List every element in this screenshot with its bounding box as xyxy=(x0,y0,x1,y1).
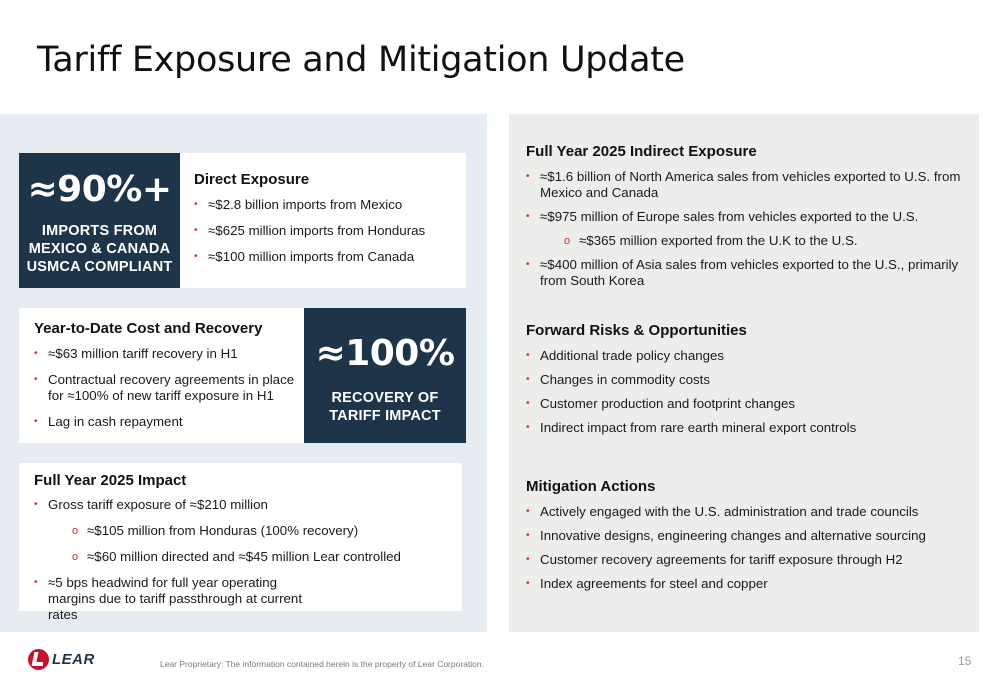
indirect-subitem: o ≈$365 million exported from the U.K to the U.S. xyxy=(526,233,976,249)
ytd-item: • ≈$63 million tariff recovery in H1 xyxy=(34,346,304,362)
recovery-stat-caption-line1: RECOVERY OF xyxy=(331,390,439,406)
page-number: 15 xyxy=(958,654,972,668)
fy-impact-heading: Full Year 2025 Impact xyxy=(34,472,187,489)
imports-stat-tile xyxy=(19,153,180,288)
ytd-item: • Contractual recovery agreements in place for ≈100% of new tariff exposure in H1 xyxy=(34,372,304,404)
indirect-heading: Full Year 2025 Indirect Exposure xyxy=(526,143,757,160)
ytd-heading: Year-to-Date Cost and Recovery xyxy=(34,320,263,337)
indirect-item: • ≈$1.6 billion of North America sales from vehicles exported to U.S. from Mexico and Canada xyxy=(526,169,976,201)
mitigation-section xyxy=(526,478,976,592)
fy-impact-subitem: o ≈$105 million from Honduras (100% recovery) xyxy=(34,523,454,539)
forward-item: • Additional trade policy changes xyxy=(526,348,976,364)
indirect-exposure-section xyxy=(526,143,976,289)
forward-risks-section xyxy=(526,322,976,436)
imports-stat-caption-line3: USMCA COMPLIANT xyxy=(26,259,173,275)
fy-impact-card xyxy=(19,463,462,622)
mitigation-item: • Actively engaged with the U.S. administration and trade councils xyxy=(526,504,976,520)
proprietary-note: Lear Proprietary: The information contained herein is the property of Lear Corporation. xyxy=(160,659,484,669)
imports-stat-caption-line2: MEXICO & CANADA xyxy=(28,241,171,257)
indirect-item: • ≈$975 million of Europe sales from vehicles exported to the U.S. xyxy=(526,209,976,225)
direct-exposure-item: • ≈$625 million imports from Honduras xyxy=(194,223,459,239)
fy-impact-item: • Gross tariff exposure of ≈$210 million xyxy=(34,497,454,513)
recovery-stat-value: ≈100% xyxy=(315,333,455,374)
lear-logo-icon xyxy=(28,649,49,670)
fy-impact-item: • ≈5 bps headwind for full year operating margins due to tariff passthrough at current rates xyxy=(34,575,309,623)
direct-exposure-item: • ≈$2.8 billion imports from Mexico xyxy=(194,197,459,213)
direct-exposure-item: • ≈$100 million imports from Canada xyxy=(194,249,459,265)
direct-exposure-heading: Direct Exposure xyxy=(194,171,310,188)
forward-item: • Changes in commodity costs xyxy=(526,372,976,388)
lear-logo-text: LEAR xyxy=(52,651,95,668)
mitigation-item: • Customer recovery agreements for tariff exposure through H2 xyxy=(526,552,976,568)
fy-impact-subitem: o ≈$60 million directed and ≈$45 million Lear controlled xyxy=(34,549,454,565)
mitigation-heading: Mitigation Actions xyxy=(526,478,656,495)
forward-item: • Customer production and footprint changes xyxy=(526,396,976,412)
lear-logo xyxy=(28,649,95,670)
forward-heading: Forward Risks & Opportunities xyxy=(526,322,747,339)
imports-stat-caption-line1: IMPORTS FROM xyxy=(41,223,158,239)
recovery-stat-caption-line2: TARIFF IMPACT xyxy=(329,408,441,424)
ytd-cost-recovery-card xyxy=(19,308,466,443)
forward-item: • Indirect impact from rare earth mineral export controls xyxy=(526,420,976,436)
mitigation-item: • Index agreements for steel and copper xyxy=(526,576,976,592)
direct-exposure-card xyxy=(19,153,466,288)
page-title: Tariff Exposure and Mitigation Update xyxy=(37,40,685,80)
imports-stat-value: ≈90%+ xyxy=(27,169,172,210)
recovery-stat-tile xyxy=(304,308,466,443)
indirect-item: • ≈$400 million of Asia sales from vehicles exported to the U.S., primarily from South Korea xyxy=(526,257,976,289)
mitigation-item: • Innovative designs, engineering changes and alternative sourcing xyxy=(526,528,976,544)
ytd-item: • Lag in cash repayment xyxy=(34,414,304,430)
